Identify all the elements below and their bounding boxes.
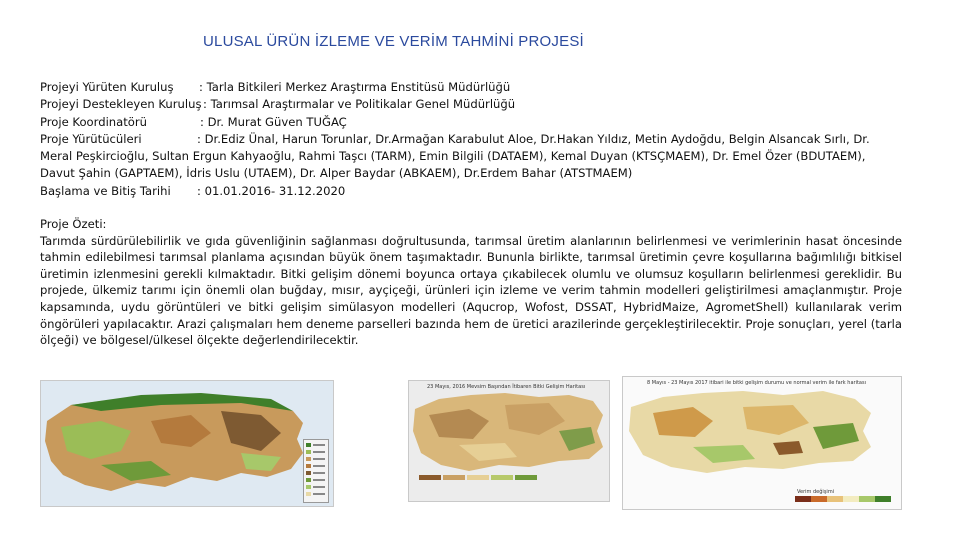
info-row-researchers [40, 131, 902, 183]
info-row-coordinator [40, 114, 902, 131]
map-title: 8 Mayıs - 23 Mayıs 2017 itibari ile bitki gelişim durumu ve normal verim ile fark haritası [647, 380, 866, 386]
info-label: Proje Koordinatörü [40, 114, 147, 129]
info-label: Projeyi Destekleyen Kuruluş [40, 97, 202, 112]
crop-development-map [408, 380, 610, 502]
info-label: Projeyi Yürüten Kuruluş [40, 80, 174, 94]
page-title: ULUSAL ÜRÜN İZLEME VE VERİM TAHMİNİ PROJESİ [203, 33, 584, 50]
crop-development-map-graphic [409, 381, 609, 501]
info-row-supporting-org [40, 96, 902, 113]
yield-change-map-graphic [623, 377, 901, 509]
land-cover-map-graphic [41, 381, 333, 506]
legend-title: Verim değişimi [797, 489, 835, 495]
info-row-executing-org [40, 79, 902, 96]
info-value: : Tarla Bitkileri Merkez Araştırma Enstitüsü Müdürlüğü [199, 80, 511, 94]
land-cover-map [40, 380, 334, 507]
info-value: : Dr. Murat Güven TUĞAÇ [200, 114, 347, 129]
project-summary [40, 216, 902, 349]
info-value: : Dr.Ediz Ünal, Harun Torunlar, Dr.Armağan Karabulut Aloe, Dr.Hakan Yıldız, Metin Aydoğdu, Belgin Alsancak Sırlı, Dr. Meral Peşkircioğlu, Sultan Ergun Kahyaoğlu, Rahmi Taşcı (TARM), Emin Bilgili (DATAEM), Kemal Duyan (KTSÇMAEM), Dr. Emel Özer (BDUTAEM), Davut Şahin (GAPTAEM), İdris Uslu (UTAEM), Dr. Alper Baydar (ABKAEM), Dr.Erdem Bahar (ATSTMAEM) [40, 131, 870, 181]
land-cover-legend-swatches [304, 440, 328, 502]
summary-text: Tarımda sürdürülebilirlik ve gıda güvenliğinin sağlanması doğrultusunda, tarımsal üretim alanlarının belirlenmesi ve verimlerinin hasat öncesinde tahmin edilebilmesi tarımsal planlama açısından büyük önem taşımaktadır. Bununla birlikte, tarımsal üretimin çevre koşullarına bağımlılığı bitkisel üretimin izlenmesini gerekli kılmaktadır. Bitki gelişim dönemi boyunca ortaya çıkabilecek olumlu ve olumsuz koşulların belirlenmesi gereklidir. Bu projede, ülkemiz tarımı için önemli olan buğday, mısır, ayçiçeği, ürünleri için izleme ve verim tahmin modelleri geliştirilmesi amaçlanmıştır. Proje kapsamında, uydu görüntüleri ve bitki gelişim simülasyon modelleri (Aqucrop, Wofost, DSSAT, HybridMaize, AgrometShell) kullanılarak verim öngörüleri yapılacaktır. Arazi çalışmaları hem deneme parselleri bazında hem de üretici arazilerinde gerçekleştirilecektir. Proje sonuçları, yerel (tarla ölçeği) ve bölgesel/ülkesel ölçekte değerlendirilecektir. [40, 233, 902, 348]
summary-heading: Proje Özeti: [40, 217, 107, 231]
info-value: : 01.01.2016- 31.12.2020 [197, 183, 346, 198]
info-label: Başlama ve Bitiş Tarihi [40, 183, 171, 198]
land-cover-legend [303, 439, 329, 503]
map-title: 23 Mayıs, 2016 Mevsim Başından İtibaren Bitki Gelişim Haritası [427, 384, 586, 390]
info-label: Proje Yürütücüleri [40, 131, 142, 146]
yield-change-legend-bar [795, 496, 895, 506]
project-info [40, 79, 902, 200]
yield-change-map [622, 376, 902, 510]
info-row-dates [40, 183, 902, 200]
info-value: : Tarımsal Araştırmalar ve Politikalar Genel Müdürlüğü [203, 97, 516, 112]
